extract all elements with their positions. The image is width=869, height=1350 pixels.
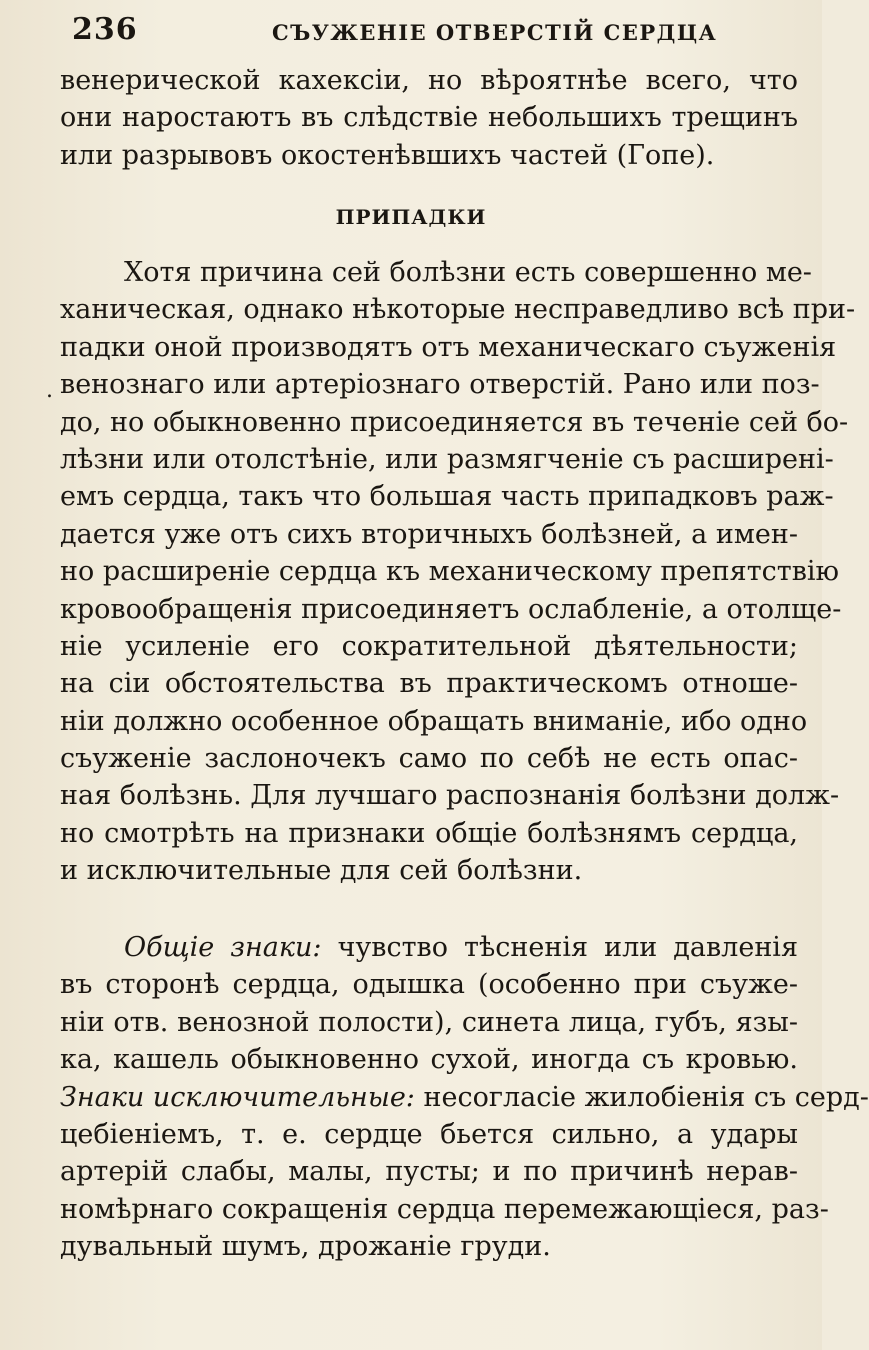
text-line: или разрывовъ окостенѣвшихъ частей (Гопе).	[60, 139, 715, 171]
text-line: но смотрѣть на признаки общіе болѣзнямъ сердца,	[60, 817, 798, 849]
text-line: ка, кашель обыкновенно сухой, иногда съ кровью.	[60, 1044, 798, 1076]
text-line: падки оной производятъ отъ механическаго съуженія	[60, 331, 837, 363]
text-line: венерической кахексіи, но вѣроятнѣе всего, что	[60, 65, 798, 96]
running-title: СЪУЖЕНІЕ ОТВЕРСТІЙ СЕРДЦА	[272, 20, 718, 45]
exclusive-signs-label: Знаки исключительные:	[60, 1081, 415, 1113]
signs-paragraph	[60, 929, 869, 1266]
text-line: они наростаютъ въ слѣдствіе небольшихъ трещинъ	[60, 102, 798, 134]
text-line: на сіи обстоятельства въ практическомъ отноше-	[60, 668, 798, 700]
general-signs-label: Общіе знаки:	[124, 932, 322, 963]
text-line: номѣрнаго сокращенія сердца перемежающіеся, раз-	[60, 1193, 829, 1225]
text-line: дается уже отъ сихъ вторичныхъ болѣзней, а имен-	[60, 518, 798, 550]
text-line: но расширеніе сердца къ механическому препятствію	[60, 556, 840, 588]
text-line: венознаго или артеріознаго отверстій. Рано или поз-	[60, 369, 820, 401]
margin-mark: .	[46, 378, 53, 403]
text-line: лѣзни или отолстѣніе, или размягченіе съ расширені-	[60, 443, 834, 475]
text-line: цебіеніемъ, т. е. сердце бьется сильно, а удары	[60, 1118, 798, 1150]
text-line: и исключительные для сей болѣзни.	[60, 855, 583, 887]
text-fragment: чувство тѣсненія или давленія	[337, 932, 798, 963]
text-line: кровообращенія присоединяетъ ослабленіе, а отолще-	[60, 593, 842, 625]
text-line: въ сторонѣ сердца, одышка (особенно при съуже-	[60, 969, 798, 1001]
continued-paragraph	[60, 62, 798, 174]
text-line: ханическая, однако нѣкоторые несправедливо всѣ при-	[60, 294, 856, 326]
text-line: дувальный шумъ, дрожаніе груди.	[60, 1231, 551, 1263]
text-line: до, но обыкновенно присоединяется въ теченіе сей бо-	[60, 406, 849, 438]
text-fragment: несогласіе жилобіенія съ серд-	[423, 1081, 869, 1113]
page-number: 236	[72, 12, 138, 47]
text-line: ніе усиленіе его сократительной дѣятельности;	[60, 630, 798, 662]
text-line: ніи должно особенное обращать вниманіе, ибо одно	[60, 705, 808, 737]
text-line	[60, 1079, 869, 1116]
text-line: ніи отв. венозной полости), синета лица, губъ, язы-	[60, 1006, 798, 1038]
main-paragraph	[60, 254, 856, 890]
text-line: емъ сердца, такъ что большая часть припадковъ раж-	[60, 481, 834, 513]
text-line: съуженіе заслоночекъ само по себѣ не есть опас-	[60, 743, 798, 775]
text-line: ная болѣзнь. Для лучшаго распознанія болѣзни долж-	[60, 780, 840, 812]
page-header	[72, 12, 792, 52]
text-line	[60, 929, 798, 966]
section-title: ПРИПАДКИ	[335, 205, 487, 229]
text-line: Хотя причина сей болѣзни есть совершенно ме-	[124, 257, 812, 288]
text-line: артерій слабы, малы, пусты; и по причинѣ нерав-	[60, 1156, 798, 1188]
